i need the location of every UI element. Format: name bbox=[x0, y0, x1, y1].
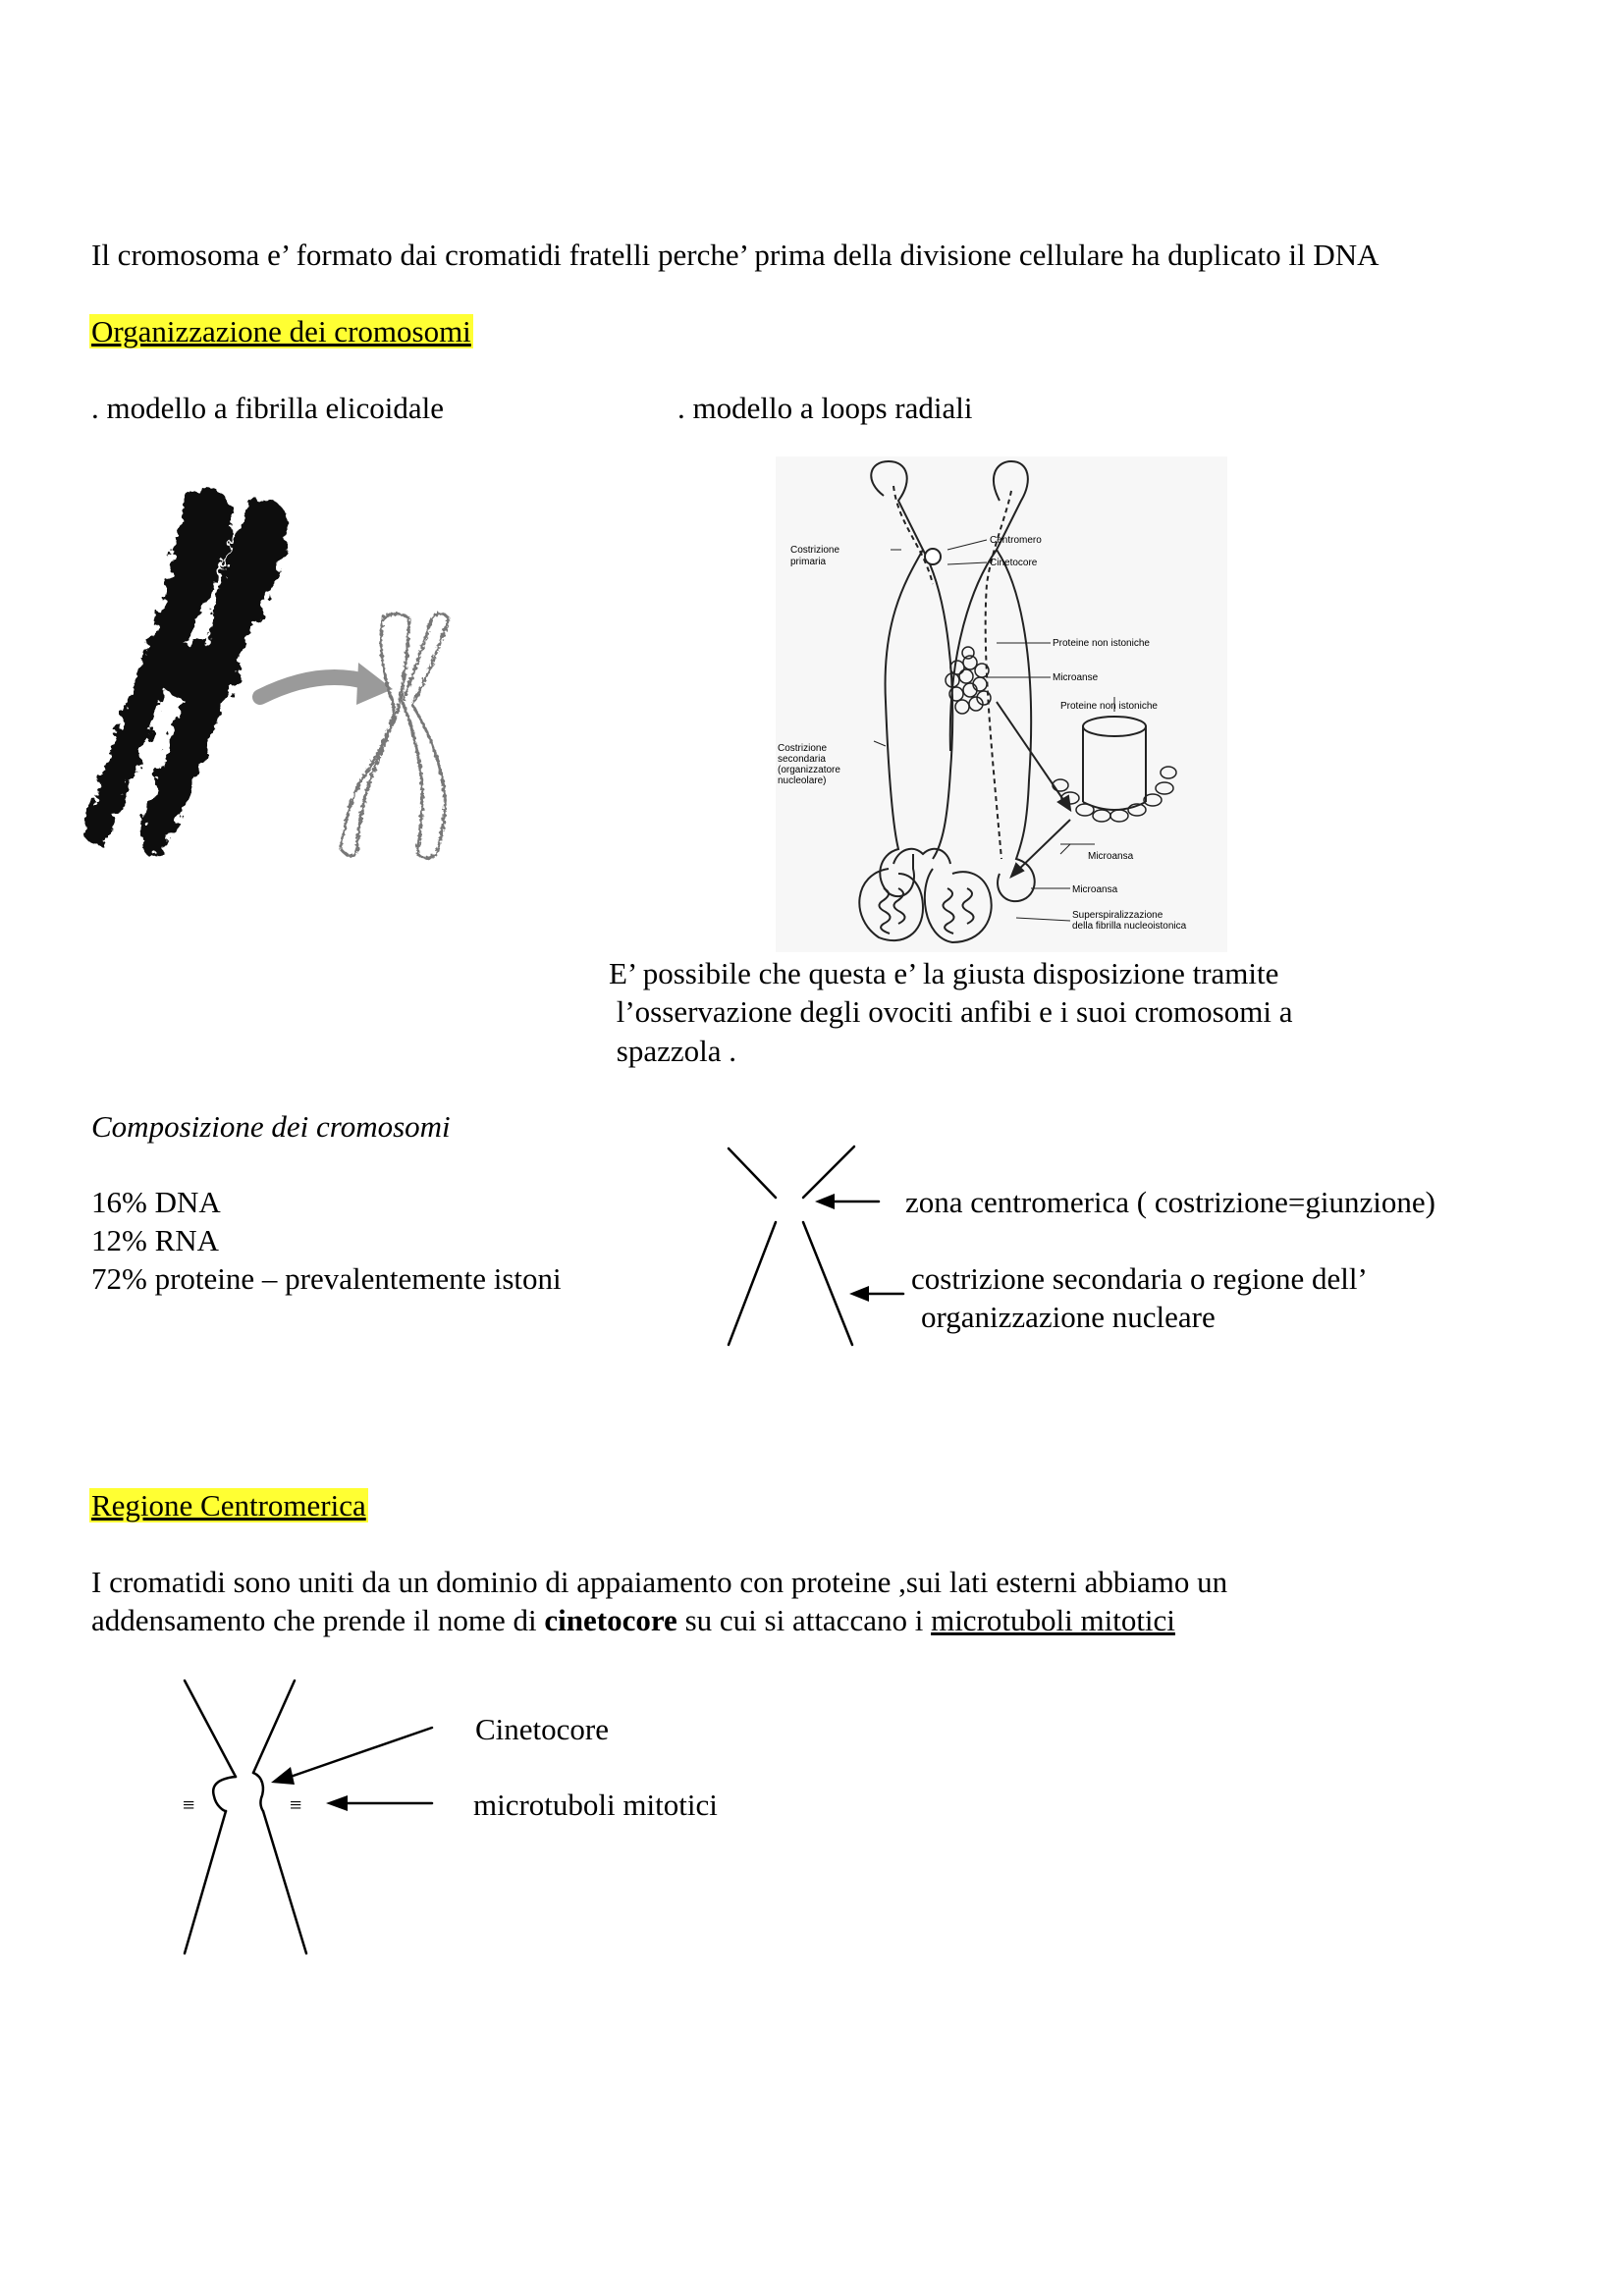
intro-text: Il cromosoma e’ formato dai cromatidi fratelli perche’ prima della divisione cellulare ha duplicato il DNA bbox=[91, 238, 1380, 272]
paragraph-line-2: addensamento che prende il nome di cinetocore su cui si attaccano i microtuboli mitotici bbox=[91, 1603, 1175, 1637]
chromosome-constriction-schematic bbox=[717, 1139, 893, 1355]
section-heading-composizione: Composizione dei cromosomi bbox=[91, 1109, 451, 1144]
section-heading-regione-centromerica: Regione Centromerica bbox=[91, 1488, 366, 1522]
label-costrizione-secondaria-4: nucleolare) bbox=[778, 775, 827, 786]
label-costrizione-secondaria-3: (organizzatore bbox=[778, 765, 840, 775]
label-costrizione-secondaria-1: Costrizione bbox=[778, 743, 828, 754]
label-costrizione-secondaria-1: costrizione secondaria o regione dell’ bbox=[911, 1261, 1368, 1296]
tubule-glyph-left: ≡ bbox=[183, 1792, 195, 1817]
model-left-label: . modello a fibrilla elicoidale bbox=[91, 391, 444, 425]
label-proteine-non-istoniche-2: Proteine non istoniche bbox=[1060, 701, 1158, 712]
label-superspiral-2: della fibrilla nucleoistonica bbox=[1072, 921, 1187, 932]
label-costrizione-secondaria-2: secondaria bbox=[778, 754, 826, 765]
label-microtuboli-mitotici: microtuboli mitotici bbox=[473, 1788, 718, 1822]
label-zona-centromerica: zona centromerica ( costrizione=giunzione) bbox=[905, 1185, 1435, 1219]
kinetochore-schematic bbox=[167, 1669, 461, 1963]
label-costrizione-primaria-2: primaria bbox=[790, 557, 827, 567]
tubule-glyph-right: ≡ bbox=[290, 1792, 302, 1817]
label-cinetocore: Cinetocore bbox=[990, 558, 1038, 568]
paragraph-line-1: I cromatidi sono uniti da un dominio di appaiamento con proteine ,sui lati esterni abbiamo un bbox=[91, 1565, 1228, 1599]
label-costrizione-secondaria-2: organizzazione nucleare bbox=[921, 1300, 1216, 1334]
section-heading-organizzazione: Organizzazione dei cromosomi bbox=[91, 314, 471, 348]
label-cinetocore: Cinetocore bbox=[475, 1712, 610, 1746]
label-superspiral-1: Superspiralizzazione bbox=[1072, 910, 1163, 921]
term-microtuboli-mitotici: microtuboli mitotici bbox=[931, 1603, 1175, 1637]
label-proteine-non-istoniche: Proteine non istoniche bbox=[1053, 638, 1150, 649]
label-microansa-2: Microansa bbox=[1072, 884, 1118, 895]
helical-fibril-model-image bbox=[83, 471, 496, 864]
radial-loops-diagram bbox=[776, 456, 1227, 952]
model-right-label: . modello a loops radiali bbox=[677, 391, 973, 425]
label-costrizione-primaria-1: Costrizione bbox=[790, 545, 840, 556]
label-centromero: Centromero bbox=[990, 535, 1042, 546]
composition-item-rna: 12% RNA bbox=[91, 1223, 220, 1257]
composition-item-proteine: 72% proteine – prevalentemente istoni bbox=[91, 1261, 562, 1296]
label-microansa-1: Microansa bbox=[1088, 851, 1134, 862]
note-line-1: E’ possibile che questa e’ la giusta disposizione tramite bbox=[609, 956, 1279, 990]
label-microanse: Microanse bbox=[1053, 672, 1099, 683]
note-line-3: spazzola . bbox=[609, 1034, 736, 1068]
term-cinetocore: cinetocore bbox=[544, 1603, 677, 1637]
composition-item-dna: 16% DNA bbox=[91, 1185, 221, 1219]
note-line-2: l’osservazione degli ovociti anfibi e i suoi cromosomi a bbox=[609, 994, 1293, 1029]
